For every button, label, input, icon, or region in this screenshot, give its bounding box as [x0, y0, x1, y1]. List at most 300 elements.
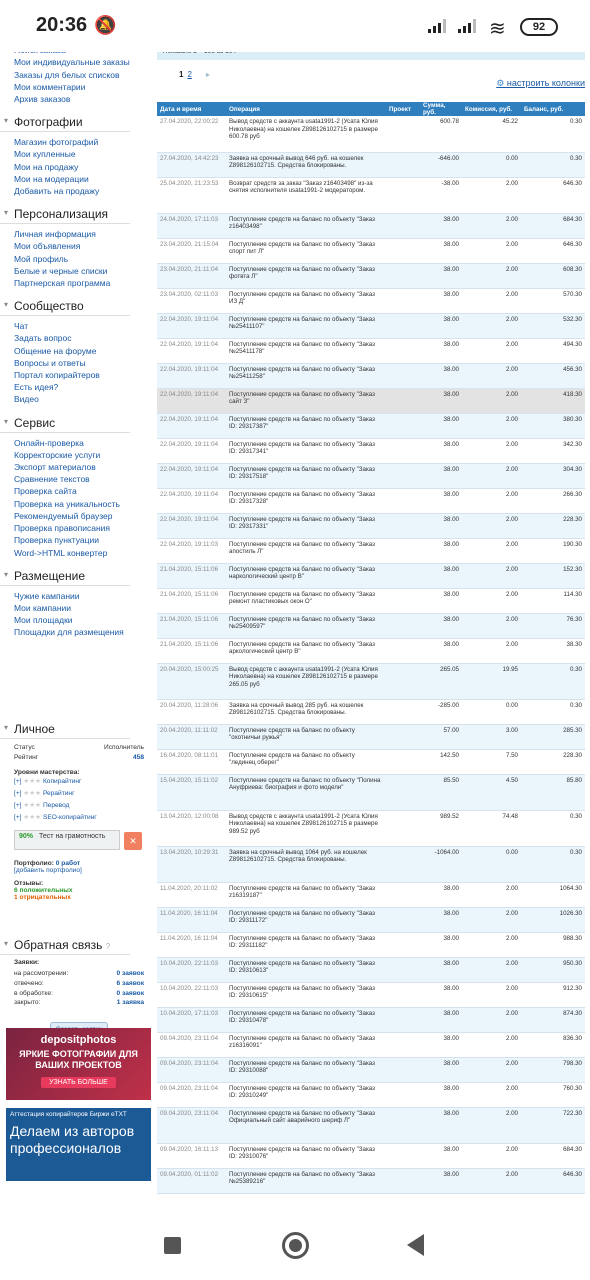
status-bar	[0, 0, 590, 52]
row-project	[386, 846, 420, 882]
row-datetime: 22.04.2020, 19:11:04	[157, 388, 226, 413]
expand-icon[interactable]: [+]	[14, 778, 24, 785]
row-amount: 265.05	[420, 663, 462, 699]
row-commission: 2.00	[462, 1107, 521, 1143]
row-project	[386, 1082, 420, 1107]
row-operation: Поступление средств на баланс по объекту "Заказ наркологический центр В"	[226, 563, 386, 588]
row-project	[386, 613, 420, 638]
table-row	[157, 724, 585, 749]
row-amount: 38.00	[420, 1107, 462, 1143]
section-title[interactable]: ▾ Персонализация	[0, 207, 130, 224]
page-1[interactable]: 1	[179, 70, 184, 79]
row-datetime: 27.04.2020, 22:00:22	[157, 116, 226, 152]
row-project	[386, 1168, 420, 1193]
row-project	[386, 774, 420, 810]
row-datetime: 15.04.2020, 15:11:02	[157, 774, 226, 810]
row-project	[386, 388, 420, 413]
request-row	[14, 979, 144, 989]
row-datetime: 10.04.2020, 22:11:03	[157, 957, 226, 982]
row-commission: 2.00	[462, 313, 521, 338]
request-count-link[interactable]: 1 заявка	[116, 999, 144, 1007]
row-datetime: 20.04.2020, 11:11:02	[157, 724, 226, 749]
table-row	[157, 116, 585, 152]
sidebar-link[interactable]: Проверка на уникальность	[14, 498, 120, 509]
row-balance: 304.30	[521, 463, 585, 488]
table-row	[157, 774, 585, 810]
sidebar-link[interactable]: Белые и черные списки	[14, 265, 108, 276]
sidebar-link[interactable]: Мои индивидуальные заказы	[14, 57, 130, 68]
row-amount: 38.00	[420, 288, 462, 313]
column-header[interactable]: Комиссия, руб.	[462, 102, 521, 116]
row-project	[386, 438, 420, 463]
row-project	[386, 563, 420, 588]
row-operation: Поступление средств на баланс по объекту "Заказ ID: 29311172"	[226, 907, 386, 932]
row-amount: 989.52	[420, 810, 462, 846]
row-balance: 0.30	[521, 116, 585, 152]
row-commission: 2.00	[462, 388, 521, 413]
row-balance: 418.30	[521, 388, 585, 413]
row-balance: 456.30	[521, 363, 585, 388]
row-project	[386, 1143, 420, 1168]
row-commission: 2.00	[462, 1032, 521, 1057]
column-header[interactable]: Операция	[226, 102, 386, 116]
section-title[interactable]: ▾ Размещение	[0, 569, 130, 586]
row-operation: Возврат средств за заказ "Заказ z16403498" из-за снятия исполнителя usata1991-2 модератором.	[226, 177, 386, 213]
row-amount: -285.00	[420, 699, 462, 724]
next-page-icon[interactable]: ▸	[205, 70, 210, 79]
row-amount: 142.50	[420, 749, 462, 774]
skill-level-label[interactable]: Перевод	[42, 802, 70, 809]
column-header[interactable]: Баланс, руб.	[521, 102, 585, 116]
sidebar-link[interactable]: Мои купленные	[14, 149, 76, 160]
row-datetime: 22.04.2020, 19:11:04	[157, 463, 226, 488]
row-datetime: 09.04.2020, 23:11:04	[157, 1057, 226, 1082]
request-count-link[interactable]: 6 заявок	[116, 979, 144, 987]
row-project	[386, 638, 420, 663]
row-operation: Поступление средств на баланс по объекту "Заказ фотвта Л"	[226, 263, 386, 288]
close-icon[interactable]: ✕	[124, 832, 142, 850]
levels-list	[14, 776, 144, 824]
configure-columns-link[interactable]: ⚙ настроить колонки	[496, 78, 585, 89]
table-row	[157, 882, 585, 907]
row-project	[386, 1007, 420, 1032]
row-project	[386, 982, 420, 1007]
row-amount: 38.00	[420, 1082, 462, 1107]
section-title[interactable]: ▾ Сервис	[0, 416, 130, 433]
row-amount: 38.00	[420, 363, 462, 388]
row-datetime: 10.04.2020, 17:11:03	[157, 1007, 226, 1032]
table-row	[157, 488, 585, 513]
row-operation: Поступление средств на баланс по объекту "Заказ №25411258"	[226, 363, 386, 388]
row-operation: Поступление средств на баланс по объекту "Заказ ID: 29317341"	[226, 438, 386, 463]
row-datetime: 23.04.2020, 21:15:04	[157, 238, 226, 263]
row-amount: 38.00	[420, 488, 462, 513]
home-button[interactable]	[282, 1232, 309, 1259]
row-amount: 38.00	[420, 438, 462, 463]
row-balance: 228.30	[521, 749, 585, 774]
table-row	[157, 932, 585, 957]
table-row	[157, 313, 585, 338]
row-operation: Заявка на срочный вывод 1064 руб. на кошелек Z898126102715. Средства блокированы.	[226, 846, 386, 882]
row-datetime: 22.04.2020, 19:11:04	[157, 513, 226, 538]
row-project	[386, 116, 420, 152]
request-status: закрыто:	[14, 999, 41, 1007]
recents-button[interactable]	[164, 1237, 181, 1254]
row-balance: 342.30	[521, 438, 585, 463]
row-operation: Заявка на срочный вывод 285 руб. на кошелек Z898126102715. Средства блокированы.	[226, 699, 386, 724]
request-status: на рассмотрении:	[14, 970, 69, 977]
row-commission: 2.00	[462, 982, 521, 1007]
row-commission: 74.48	[462, 810, 521, 846]
row-datetime: 23.04.2020, 02:11:03	[157, 288, 226, 313]
rating-label: Рейтинг	[14, 754, 39, 761]
row-operation: Поступление средств на баланс по объекту "Заказ №25411178"	[226, 338, 386, 363]
row-balance: 266.30	[521, 488, 585, 513]
sidebar-link[interactable]: Онлайн-проверка	[14, 437, 84, 448]
row-project	[386, 488, 420, 513]
sidebar-link[interactable]: Портал копирайтеров	[14, 370, 100, 381]
row-amount: 38.00	[420, 238, 462, 263]
clock: 20:36	[36, 14, 88, 36]
row-commission: 2.00	[462, 413, 521, 438]
wifi-icon: ≋	[489, 18, 506, 40]
row-project	[386, 1107, 420, 1143]
table-row	[157, 213, 585, 238]
row-balance: 494.30	[521, 338, 585, 363]
section-title[interactable]: ▾ Фотографии	[0, 115, 130, 132]
row-project	[386, 338, 420, 363]
row-datetime: 25.04.2020, 21:23:53	[157, 177, 226, 213]
expand-icon[interactable]: [+]	[14, 814, 24, 821]
row-commission: 2.00	[462, 263, 521, 288]
skill-level-row	[14, 812, 144, 824]
row-commission: 45.22	[462, 116, 521, 152]
row-datetime: 21.04.2020, 15:11:06	[157, 588, 226, 613]
row-commission: 2.00	[462, 613, 521, 638]
sidebar-link[interactable]: Вопросы и ответы	[14, 357, 86, 368]
sidebar-link[interactable]: Добавить на продажу	[14, 186, 100, 197]
row-project	[386, 932, 420, 957]
skill-level-label[interactable]: Копирайтинг	[42, 778, 82, 785]
row-operation: Поступление средств на баланс по объекту "Заказ ID: 29317518"	[226, 463, 386, 488]
table-row	[157, 263, 585, 288]
row-amount: 38.00	[420, 463, 462, 488]
row-balance: 646.30	[521, 1168, 585, 1193]
row-balance: 0.30	[521, 810, 585, 846]
row-operation: Поступление средств на баланс по объекту "охотничьи ружья"	[226, 724, 386, 749]
skill-level-row	[14, 800, 144, 812]
request-status: в обработке:	[14, 989, 53, 997]
row-commission: 19.95	[462, 663, 521, 699]
row-operation: Поступление средств на баланс по объекту "Заказ ID: 29317331"	[226, 513, 386, 538]
sidebar-link[interactable]: Есть идея?	[14, 382, 59, 393]
row-datetime: 22.04.2020, 19:11:04	[157, 363, 226, 388]
sidebar-link[interactable]: Сравнение текстов	[14, 474, 90, 485]
table-header	[157, 102, 585, 116]
help-icon[interactable]: ?	[105, 942, 111, 951]
row-amount: 38.00	[420, 413, 462, 438]
row-balance: 0.30	[521, 152, 585, 177]
row-operation: Заявка на срочный вывод 646 руб. на кошелек Z898126102715. Средства блокированы.	[226, 152, 386, 177]
table-row	[157, 1057, 585, 1082]
sidebar-link[interactable]: Проверка пунктуации	[14, 535, 100, 546]
sidebar-link[interactable]: Магазин фотографий	[14, 137, 99, 148]
table-row	[157, 1168, 585, 1193]
request-count-link[interactable]: 0 заявок	[116, 970, 144, 977]
negative-reviews-link[interactable]: 1 отрицательных	[14, 894, 71, 901]
table-row	[157, 588, 585, 613]
row-datetime: 23.04.2020, 21:11:04	[157, 263, 226, 288]
row-balance: 38.30	[521, 638, 585, 663]
sidebar-link[interactable]: Мои площадки	[14, 615, 73, 626]
row-commission: 2.00	[462, 1143, 521, 1168]
section-title-feedback: ▾ Обратная связь ?	[0, 938, 130, 955]
row-datetime: 20.04.2020, 11:28:06	[157, 699, 226, 724]
row-operation: Поступление средств на баланс по объекту "Заказ ID: 29310088"	[226, 1057, 386, 1082]
table-row	[157, 907, 585, 932]
sidebar-link[interactable]: Партнерская программа	[14, 278, 111, 289]
row-project	[386, 413, 420, 438]
sidebar-link[interactable]: Мои объявления	[14, 241, 81, 252]
sidebar-link[interactable]: Рекомендуемый браузер	[14, 510, 113, 521]
sidebar-link[interactable]: Общение на форуме	[14, 345, 97, 356]
row-amount: 600.78	[420, 116, 462, 152]
row-amount: 38.00	[420, 513, 462, 538]
row-datetime: 20.04.2020, 15:00:25	[157, 663, 226, 699]
row-amount: 38.00	[420, 538, 462, 563]
row-operation: Поступление средств на баланс по объекту "Заказ z16403498"	[226, 213, 386, 238]
row-commission: 0.00	[462, 699, 521, 724]
sidebar-link[interactable]: Word->HTML конвертер	[14, 547, 108, 558]
star-rating-icon: ★★★	[23, 778, 43, 785]
row-project	[386, 1032, 420, 1057]
row-project	[386, 749, 420, 774]
row-project	[386, 288, 420, 313]
row-balance: 190.30	[521, 538, 585, 563]
banner-subtitle: Аттестация копирайтеров Биржи eTXT	[10, 1111, 127, 1118]
row-datetime: 22.04.2020, 19:11:04	[157, 338, 226, 363]
sidebar-link[interactable]: Мои комментарии	[14, 81, 86, 92]
row-commission: 2.00	[462, 438, 521, 463]
star-rating-icon: ★★★	[23, 802, 43, 809]
row-project	[386, 663, 420, 699]
row-amount: 38.00	[420, 338, 462, 363]
back-button[interactable]	[407, 1234, 424, 1256]
feedback-panel	[14, 928, 144, 1038]
table-row	[157, 288, 585, 313]
row-commission: 2.00	[462, 1082, 521, 1107]
table-row	[157, 846, 585, 882]
column-header[interactable]: Проект	[386, 102, 420, 116]
personal-panel	[14, 712, 144, 901]
row-commission: 2.00	[462, 213, 521, 238]
row-operation: Поступление средств на баланс по объекту "Заказ Официальный сайт аварийного шериф Л"	[226, 1107, 386, 1143]
star-rating-icon: ★★★	[23, 814, 43, 821]
sidebar-link[interactable]: Экспорт материалов	[14, 462, 96, 473]
table-row	[157, 638, 585, 663]
column-header[interactable]: Дата и время	[157, 102, 226, 116]
row-datetime: 21.04.2020, 15:11:06	[157, 638, 226, 663]
row-project	[386, 588, 420, 613]
row-amount: 38.00	[420, 638, 462, 663]
row-amount: -1064.00	[420, 846, 462, 882]
row-operation: Поступление средств на баланс по объекту "Заказ ID: 29317387"	[226, 413, 386, 438]
row-commission: 2.00	[462, 588, 521, 613]
request-row	[14, 998, 144, 1008]
row-operation: Поступление средств на баланс по объекту "Заказ №25389216"	[226, 1168, 386, 1193]
sidebar-link[interactable]: Чужие кампании	[14, 590, 80, 601]
row-balance: 114.30	[521, 588, 585, 613]
sidebar-link[interactable]: Архив заказов	[14, 94, 71, 105]
skill-level-label[interactable]: Рерайтинг	[42, 790, 75, 797]
row-commission: 2.00	[462, 363, 521, 388]
sidebar-link[interactable]: Мои кампании	[14, 602, 72, 613]
table-row	[157, 363, 585, 388]
row-amount: 38.00	[420, 1057, 462, 1082]
row-commission: 2.00	[462, 1057, 521, 1082]
row-datetime: 13.04.2020, 12:00:08	[157, 810, 226, 846]
positive-reviews-link[interactable]: 6 положительных	[14, 887, 73, 894]
row-balance: 228.30	[521, 513, 585, 538]
etxt-banner[interactable]	[6, 1108, 151, 1181]
row-commission: 2.00	[462, 1007, 521, 1032]
skill-level-label[interactable]: SEO-копирайтинг	[42, 814, 97, 821]
status-value: Исполнитель	[104, 744, 144, 751]
row-datetime: 22.04.2020, 19:11:04	[157, 438, 226, 463]
row-amount: 38.00	[420, 313, 462, 338]
row-project	[386, 313, 420, 338]
sidebar-link[interactable]: Проверка правописания	[14, 523, 111, 534]
row-datetime: 22.04.2020, 19:11:04	[157, 413, 226, 438]
add-portfolio-link[interactable]: [добавить портфолио]	[14, 867, 82, 874]
sidebar-link[interactable]: Корректорские услуги	[14, 449, 101, 460]
sidebar-link[interactable]: Площадки для размещения	[14, 627, 124, 638]
portfolio-link[interactable]: 0 работ	[55, 860, 81, 867]
request-status: отвечено:	[14, 979, 44, 987]
expand-icon[interactable]: [+]	[14, 790, 24, 797]
row-operation: Поступление средств на баланс по объекту "Заказ ID: 29310249"	[226, 1082, 386, 1107]
signal-icon	[428, 19, 448, 33]
sidebar-link[interactable]: Мои на модерации	[14, 173, 89, 184]
table-row	[157, 538, 585, 563]
row-operation: Поступление средств на баланс по объекту "Заказ ID: 29311182"	[226, 932, 386, 957]
page-2[interactable]: 2	[187, 70, 192, 79]
row-operation: Поступление средств на баланс по объекту "Заказ ремонт пластиковых окон О"	[226, 588, 386, 613]
row-balance: 380.30	[521, 413, 585, 438]
requests-list	[14, 969, 144, 1008]
table-row	[157, 1032, 585, 1057]
android-nav-bar	[0, 1212, 590, 1280]
depositphotos-banner[interactable]	[6, 1028, 151, 1100]
table-row	[157, 177, 585, 213]
row-datetime: 11.04.2020, 16:11:04	[157, 907, 226, 932]
row-amount: 38.00	[420, 563, 462, 588]
sidebar-link[interactable]: Чат	[14, 321, 29, 332]
requests-label: Заявки:	[14, 959, 40, 966]
table-row	[157, 699, 585, 724]
row-project	[386, 907, 420, 932]
table-row	[157, 613, 585, 638]
bell-off-icon: 🔕	[94, 15, 117, 35]
row-operation: Поступление средств на баланс по объекту "Заказ апостиль Л"	[226, 538, 386, 563]
row-operation: Поступление средств на баланс по объекту "Заказ сайт З"	[226, 388, 386, 413]
row-operation: Поступление средств на баланс по объекту "Заказ №25411107"	[226, 313, 386, 338]
row-commission: 2.00	[462, 513, 521, 538]
row-datetime: 11.04.2020, 20:11:02	[157, 882, 226, 907]
row-datetime: 11.04.2020, 16:11:04	[157, 932, 226, 957]
table-row	[157, 982, 585, 1007]
row-balance: 988.30	[521, 932, 585, 957]
row-commission: 2.00	[462, 288, 521, 313]
row-commission: 2.00	[462, 177, 521, 213]
row-datetime: 21.04.2020, 15:11:06	[157, 563, 226, 588]
section-title[interactable]: ▾ Сообщество	[0, 299, 130, 316]
row-amount: -38.00	[420, 177, 462, 213]
sidebar-link[interactable]: Личная информация	[14, 229, 96, 240]
request-row	[14, 969, 144, 979]
row-balance: 646.30	[521, 177, 585, 213]
star-rating-icon: ★★★	[23, 790, 43, 797]
sidebar-link[interactable]: Мои на продажу	[14, 161, 79, 172]
row-amount: 38.00	[420, 263, 462, 288]
row-project	[386, 238, 420, 263]
learn-more-button[interactable]: УЗНАТЬ БОЛЬШЕ	[41, 1077, 116, 1088]
row-commission: 2.00	[462, 488, 521, 513]
row-amount: 38.00	[420, 932, 462, 957]
row-balance: 1064.30	[521, 882, 585, 907]
column-header[interactable]: Сумма, руб.	[420, 102, 462, 116]
row-amount: 38.00	[420, 1168, 462, 1193]
row-operation: Поступление средств на баланс по объекту "Заказ ID: 29310615"	[226, 982, 386, 1007]
row-project	[386, 263, 420, 288]
row-datetime: 09.04.2020, 23:11:04	[157, 1032, 226, 1057]
row-balance: 684.30	[521, 1143, 585, 1168]
row-datetime: 13.04.2020, 10:29:31	[157, 846, 226, 882]
request-count-link[interactable]: 0 заявок	[116, 989, 144, 997]
table-row	[157, 1007, 585, 1032]
table-row	[157, 749, 585, 774]
row-commission: 2.00	[462, 957, 521, 982]
sidebar-link[interactable]: Заказы для белых списков	[14, 69, 120, 80]
sidebar-link[interactable]: Проверка сайта	[14, 486, 77, 497]
row-datetime: 16.04.2020, 08:11:01	[157, 749, 226, 774]
table-row	[157, 152, 585, 177]
row-commission: 2.00	[462, 1168, 521, 1193]
row-balance: 684.30	[521, 213, 585, 238]
row-amount: 38.00	[420, 213, 462, 238]
table-row	[157, 463, 585, 488]
row-amount: 85.50	[420, 774, 462, 810]
row-operation: Поступление средств на баланс по объекту "лединец оберег"	[226, 749, 386, 774]
row-balance: 798.30	[521, 1057, 585, 1082]
row-balance: 76.30	[521, 613, 585, 638]
sidebar-link[interactable]: Задать вопрос	[14, 333, 72, 344]
row-operation: Поступление средств на баланс по объекту "Заказ z16319187"	[226, 882, 386, 907]
row-balance: 874.30	[521, 1007, 585, 1032]
row-operation: Поступление средств на баланс по объекту "Заказ ID: 29310478"	[226, 1007, 386, 1032]
expand-icon[interactable]: [+]	[14, 802, 24, 809]
rating-value: 458	[132, 754, 144, 761]
sidebar-link[interactable]: Мой профиль	[14, 253, 69, 264]
sidebar-link[interactable]: Видео	[14, 394, 39, 405]
literacy-test	[14, 830, 144, 856]
row-datetime: 09.04.2020, 01:11:02	[157, 1168, 226, 1193]
row-balance: 285.30	[521, 724, 585, 749]
row-amount: 38.00	[420, 588, 462, 613]
row-operation: Поступление средств на баланс по объекту "Заказ №25409597"	[226, 613, 386, 638]
row-balance: 646.30	[521, 238, 585, 263]
row-amount: 38.00	[420, 957, 462, 982]
